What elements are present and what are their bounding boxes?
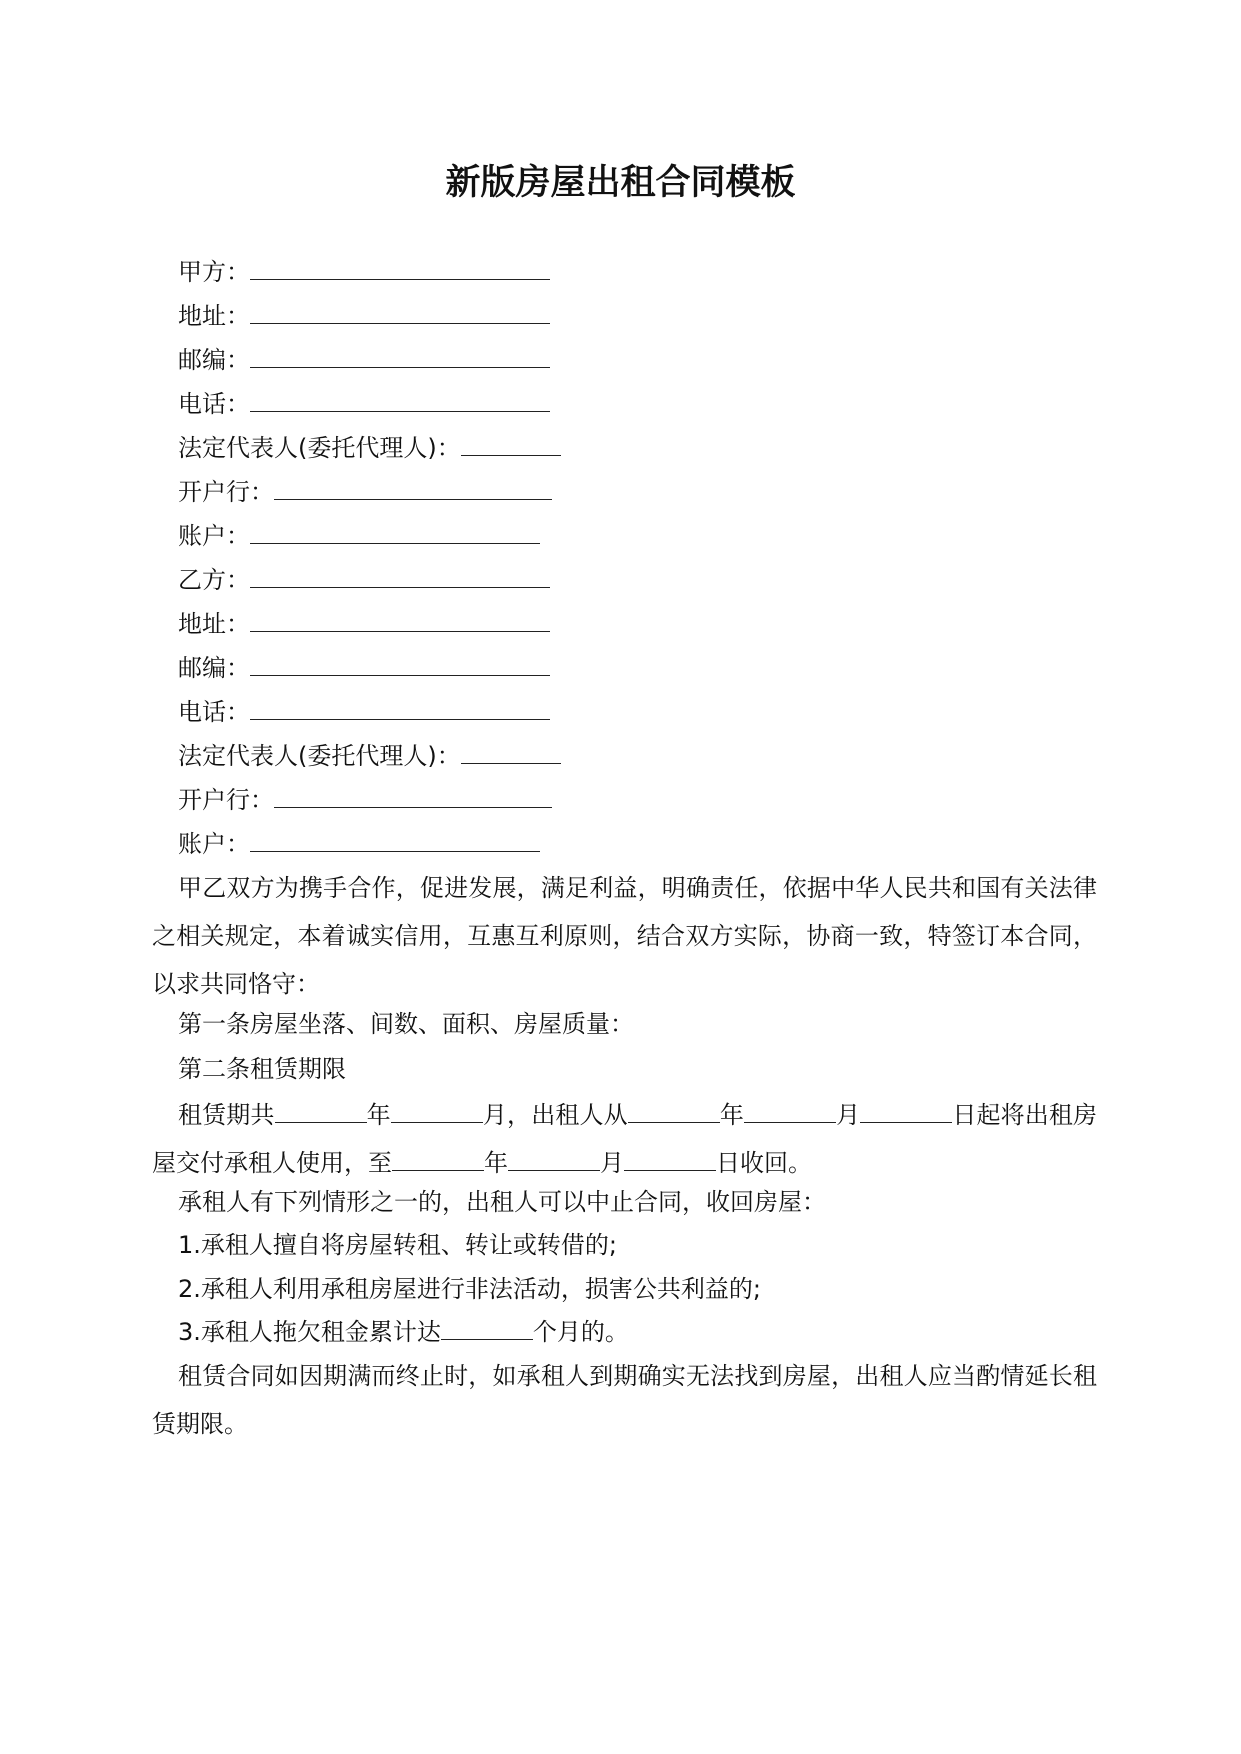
end-day-blank[interactable] [624, 1169, 716, 1171]
party-a-address-line [178, 296, 550, 336]
party-a-address-blank[interactable] [250, 322, 550, 324]
party-b-phone-line [178, 692, 550, 732]
party-b-postcode-line [178, 648, 550, 688]
party-a-phone-label: 电话： [178, 390, 250, 418]
start-month-blank[interactable] [744, 1121, 836, 1123]
item-3-text-before: 3.承租人拖欠租金累计达 [178, 1318, 441, 1346]
party-a-bank-blank[interactable] [274, 498, 552, 500]
item-3-text-after: 个月的。 [532, 1318, 629, 1346]
party-b-address-label: 地址： [178, 610, 250, 638]
party-a-legal-rep-label: 法定代表人(委托代理人)： [178, 434, 461, 462]
party-a-account-blank[interactable] [250, 542, 540, 544]
party-a-postcode-label: 邮编： [178, 346, 250, 374]
party-b-legal-rep-blank[interactable] [461, 762, 561, 764]
party-a-legal-rep-line [178, 428, 561, 468]
party-b-name-blank[interactable] [250, 586, 550, 588]
extension-paragraph: 租赁合同如因期满而终止时，如承租人到期确实无法找到房屋，出租人应当酌情延长租赁期限。 [152, 1362, 1097, 1438]
party-b-account-line [178, 824, 540, 864]
party-b-account-blank[interactable] [250, 850, 540, 852]
end-year-blank[interactable] [392, 1169, 484, 1171]
party-b-postcode-label: 邮编： [178, 654, 250, 682]
lease-term-text-7: 年 [484, 1149, 508, 1177]
start-year-blank[interactable] [628, 1121, 720, 1123]
intro-paragraph: 甲乙双方为携手合作，促进发展，满足利益，明确责任，依据中华人民共和国有关法律之相关规定，本着诚实信用，互惠互利原则，结合双方实际，协商一致，特签订本合同，以求共同恪守： [152, 874, 1097, 998]
end-month-blank[interactable] [508, 1169, 600, 1171]
party-a-bank-line [178, 472, 552, 512]
party-b-name-line [178, 560, 550, 600]
termination-item-1: 1.承租人擅自将房屋转租、转让或转借的; [178, 1231, 617, 1259]
lease-term-text-1: 租赁期共 [178, 1101, 275, 1129]
arrears-months-blank[interactable] [441, 1338, 533, 1340]
lease-months-blank[interactable] [391, 1121, 483, 1123]
party-a-postcode-line [178, 340, 550, 380]
termination-item-3 [152, 1308, 1097, 1356]
lease-term-text-8: 月 [600, 1149, 624, 1177]
party-a-address-label: 地址： [178, 302, 250, 330]
party-b-legal-rep-label: 法定代表人(委托代理人)： [178, 742, 461, 770]
lease-years-blank[interactable] [275, 1121, 367, 1123]
termination-intro: 承租人有下列情形之一的，出租人可以中止合同，收回房屋： [178, 1188, 826, 1216]
party-b-bank-line [178, 780, 552, 820]
lease-term-text-6: 日起将出租房屋交付承租人使用，至 [152, 1101, 1098, 1177]
lease-term-text-4: 年 [719, 1101, 744, 1129]
party-a-phone-line [178, 384, 550, 424]
party-a-name-label: 甲方： [178, 258, 250, 286]
party-a-name-blank[interactable] [250, 278, 550, 280]
party-a-account-label: 账户： [178, 522, 250, 550]
party-a-postcode-blank[interactable] [250, 366, 550, 368]
party-b-phone-blank[interactable] [250, 718, 550, 720]
lease-term-text-5: 月 [835, 1101, 861, 1129]
party-b-address-blank[interactable] [250, 630, 550, 632]
start-day-blank[interactable] [860, 1121, 952, 1123]
party-a-legal-rep-blank[interactable] [461, 454, 561, 456]
party-b-bank-label: 开户行： [178, 786, 274, 814]
lease-term-text-2: 年 [366, 1101, 391, 1129]
article-2-heading: 第二条租赁期限 [178, 1055, 346, 1083]
party-b-bank-blank[interactable] [274, 806, 552, 808]
party-b-legal-rep-line [178, 736, 561, 776]
termination-item-2: 2.承租人利用承租房屋进行非法活动，损害公共利益的; [178, 1275, 761, 1303]
party-a-phone-blank[interactable] [250, 410, 550, 412]
party-a-bank-label: 开户行： [178, 478, 274, 506]
article-1-heading: 第一条房屋坐落、间数、面积、房屋质量： [178, 1010, 634, 1038]
document-title: 新版房屋出租合同模板 [445, 163, 796, 203]
lease-term-text-9: 日收回。 [716, 1149, 812, 1177]
party-b-name-label: 乙方： [178, 566, 250, 594]
party-b-address-line [178, 604, 550, 644]
party-b-phone-label: 电话： [178, 698, 250, 726]
lease-term-paragraph [152, 1091, 1097, 1187]
party-a-name-line [178, 252, 550, 292]
party-b-postcode-blank[interactable] [250, 674, 550, 676]
party-a-account-line [178, 516, 540, 556]
lease-term-text-3: 月，出租人从 [482, 1101, 628, 1129]
party-b-account-label: 账户： [178, 830, 250, 858]
